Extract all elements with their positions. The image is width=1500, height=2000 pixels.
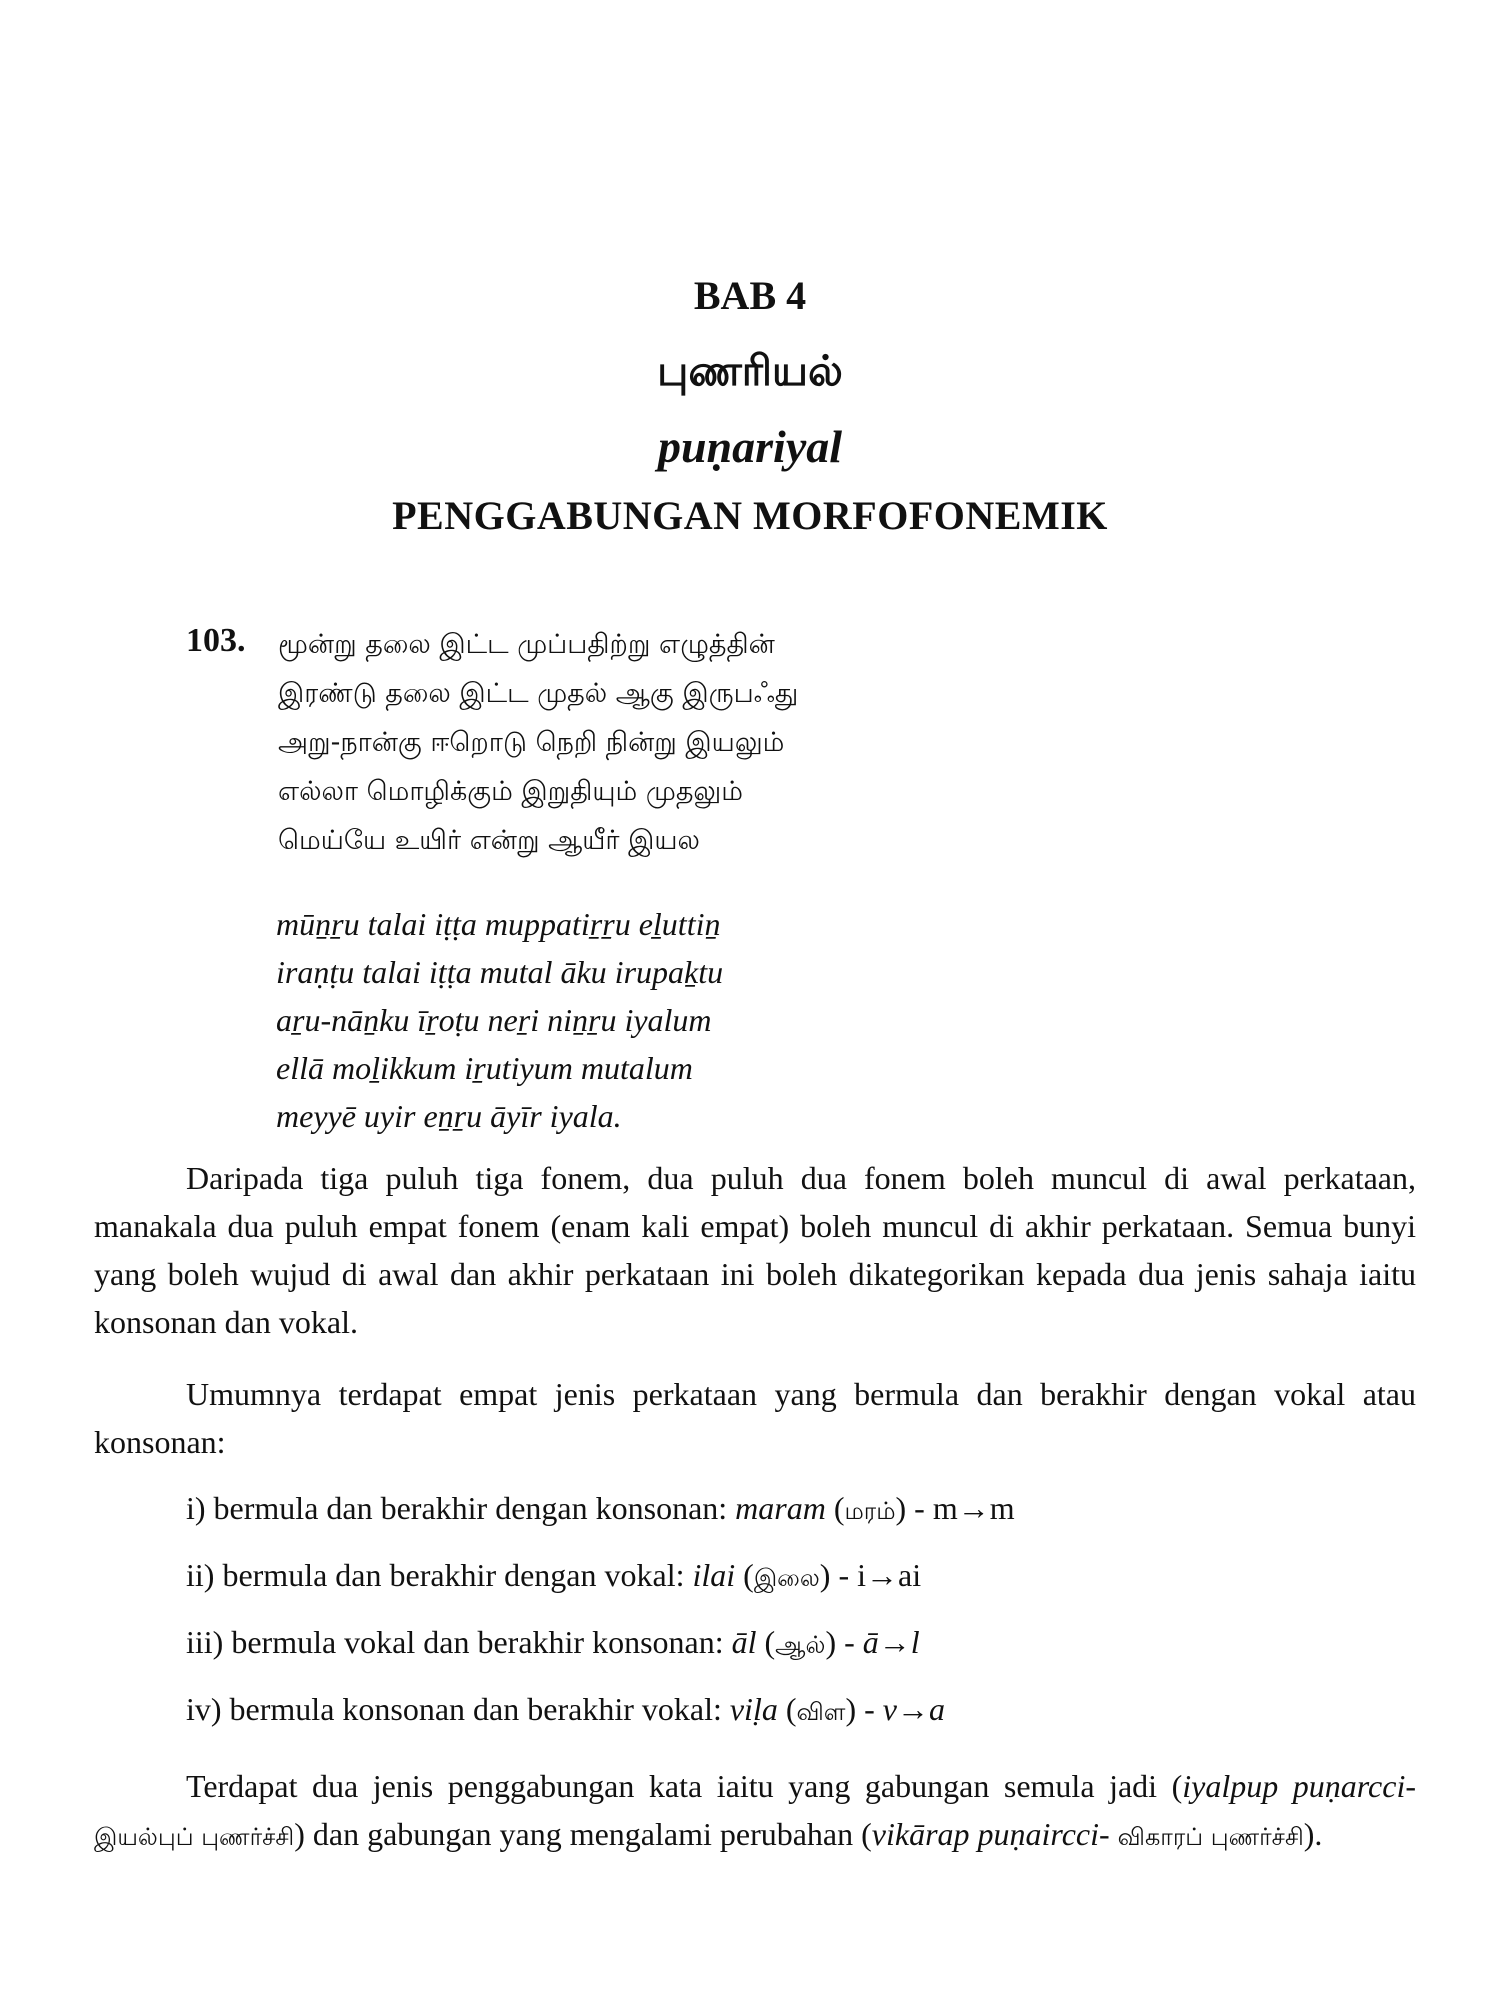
list-item: iv) bermula konsonan dan berakhir vokal: viḷa (விள) - v→a: [186, 1691, 945, 1727]
paragraph-3-text: Terdapat dua jenis penggabungan kata iaitu yang gabungan semula jadi (: [186, 1768, 1183, 1804]
list-item-tamil: மரம்: [844, 1497, 896, 1525]
term-natural-combination-tamil: இயல்புப் புணர்ச்சி: [94, 1823, 295, 1851]
verse-translit-line: iraṇṭu talai iṭṭa mutal āku irupaḵtu: [276, 954, 724, 990]
term-changed-combination-tamil: விகாரப் புணர்ச்சி: [1117, 1823, 1304, 1851]
paragraph-3-text: ) dan gabungan yang mengalami perubahan (: [294, 1816, 872, 1852]
list-item-tamil: விள: [796, 1698, 846, 1726]
verse-number: 103.: [186, 622, 246, 659]
paragraph-1-text: Daripada tiga puluh tiga fonem, dua puluh dua fonem boleh muncul di awal perkataan, manakala dua puluh empat fonem (enam kali empat) boleh muncul di akhir perkataan. Semua bunyi yang boleh wujud di awal dan akhir perkataan ini boleh dikategorikan kepada dua jenis sahaja iaitu konsonan dan vokal.: [94, 1160, 1416, 1340]
verse-tamil-line: அறு-நான்கு ஈறொடு நெறி நின்று இயலும்: [278, 727, 785, 758]
list-item-rule: ā→l: [862, 1624, 920, 1660]
list-item-word: āl: [731, 1624, 757, 1660]
list-item-tamil: ஆல்: [775, 1631, 826, 1659]
list-item: i) bermula dan berakhir dengan konsonan: maram (மரம்) - m→m: [186, 1490, 1015, 1526]
list-item-tamil: இலை: [753, 1564, 820, 1592]
term-natural-combination: iyalpup puṇarcci-: [1182, 1768, 1416, 1804]
verse-tamil-line: மெய்யே உயிர் என்று ஆயீர் இயல: [278, 825, 700, 856]
paragraph-3-text: ).: [1303, 1816, 1323, 1852]
list-item: iii) bermula vokal dan berakhir konsonan: āl (ஆல்) - ā→l: [186, 1624, 920, 1660]
chapter-title-malay: PENGGABUNGAN MORFOFONEMIK: [392, 493, 1108, 538]
chapter-title-tamil: புணரியல்: [657, 346, 843, 395]
chapter-title-transliteration: puṇariyal: [657, 421, 843, 472]
verse-tamil-line: மூன்று தலை இட்ட முப்பதிற்று எழுத்தின்: [278, 629, 775, 660]
list-item-rule: m→m: [932, 1490, 1015, 1526]
verse-translit-line: aṟu-nāṉku īṟoṭu neṟi niṉṟu iyalum: [276, 1002, 712, 1038]
verse-translit-line: meyyē uyir eṉṟu āyīr iyala.: [276, 1098, 622, 1134]
verse-tamil-line: இரண்டு தலை இட்ட முதல் ஆகு இருபஃது: [278, 678, 799, 709]
paragraph-2: [94, 1370, 1416, 1466]
verse-translit-line: ellā moḻikkum iṟutiyum mutalum: [276, 1050, 693, 1086]
list-item-label: iv) bermula konsonan dan berakhir vokal:: [186, 1691, 730, 1727]
paragraph-2-text: Umumnya terdapat empat jenis perkataan yang bermula dan berakhir dengan vokal atau konsonan:: [94, 1376, 1416, 1460]
verse-tamil-line: எல்லா மொழிக்கும் இறுதியும் முதலும்: [278, 776, 743, 807]
chapter-heading: BAB 4: [693, 273, 807, 318]
list-item-rule: v→a: [882, 1691, 945, 1727]
list-item: ii) bermula dan berakhir dengan vokal: ilai (இலை) - i→ai: [186, 1557, 922, 1593]
list-item-label: ii) bermula dan berakhir dengan vokal:: [186, 1557, 693, 1593]
list-item-word: maram: [735, 1490, 826, 1526]
term-changed-combination: vikārap puṇaircci-: [871, 1816, 1110, 1852]
list-item-rule: i→ai: [857, 1557, 922, 1593]
verse-translit-line: mūṉṟu talai iṭṭa muppatiṟṟu eḻuttiṉ: [276, 906, 721, 942]
paragraph-3: [94, 1762, 1416, 1861]
list-item-label: i) bermula dan berakhir dengan konsonan:: [186, 1490, 736, 1526]
paragraph-1: [94, 1154, 1416, 1346]
list-item-label: iii) bermula vokal dan berakhir konsonan:: [186, 1624, 732, 1660]
verse-transliteration: [276, 900, 723, 1140]
list-item-word: ilai: [692, 1557, 736, 1593]
word-type-list: [186, 1484, 1015, 1752]
verse-tamil: [278, 620, 798, 865]
list-item-word: viḷa: [729, 1691, 778, 1727]
